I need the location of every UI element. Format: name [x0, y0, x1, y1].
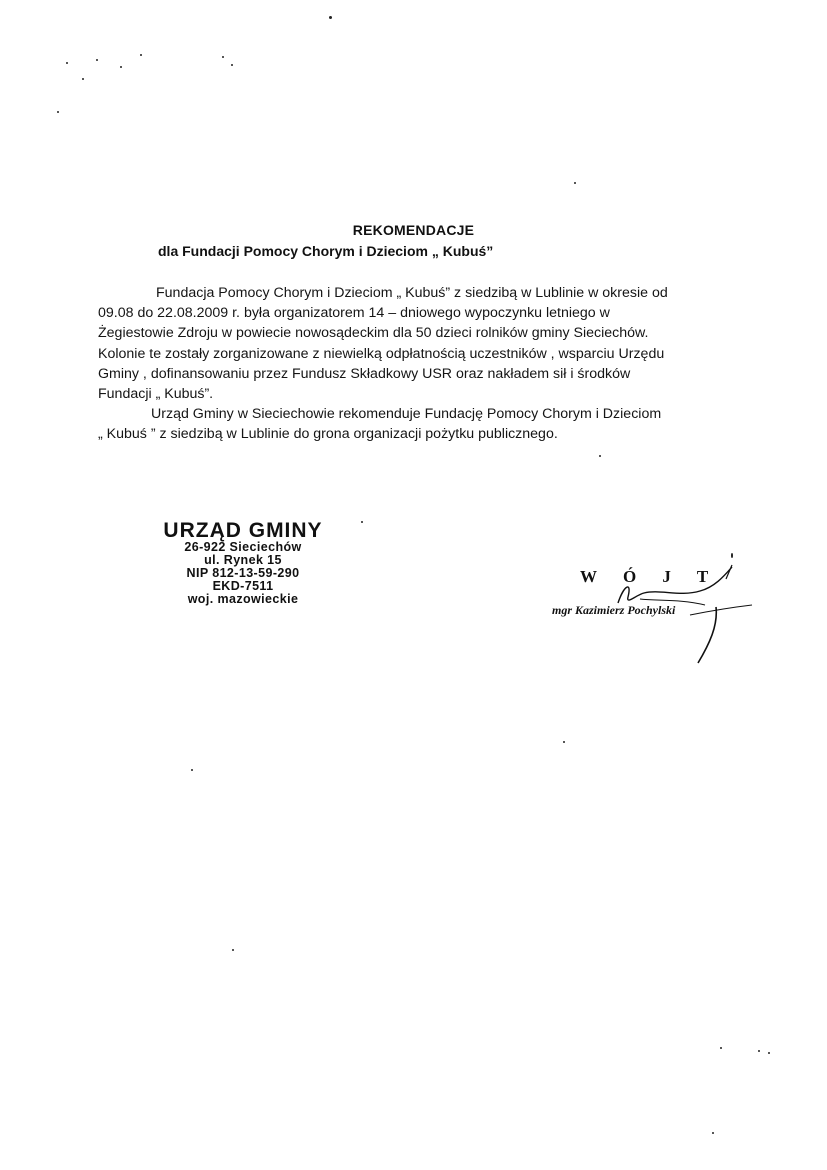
- stamp-line: 26-922 Sieciechów: [184, 540, 302, 554]
- scan-speck: [66, 62, 68, 64]
- stamp-line: woj. mazowieckie: [187, 592, 299, 606]
- scan-speck: [720, 1047, 722, 1049]
- scan-speck: [712, 1132, 714, 1134]
- scan-speck: [361, 521, 363, 523]
- scan-speck: [563, 741, 565, 743]
- scan-speck: [57, 111, 59, 113]
- body-line: Fundacji „ Kubuś”.: [98, 386, 214, 403]
- body-line: Kolonie te zostały zorganizowane z niewielką odpłatnością uczestników , wsparciu Urzędu: [98, 345, 665, 362]
- body-line: 09.08 do 22.08.2009 r. była organizatorem 14 – dniowego wypoczynku letniego w: [98, 305, 610, 322]
- scan-speck: [758, 1050, 760, 1052]
- body-line: Żegiestowie Zdroju w powiecie nowosądeckim dla 50 dzieci rolników gminy Sieciechów.: [98, 325, 649, 342]
- signature-role: W Ó J T: [580, 567, 720, 586]
- stamp-heading: URZĄD GMINY: [163, 519, 323, 542]
- office-stamp: [148, 520, 338, 606]
- scan-speck: [329, 16, 332, 19]
- signature-block: [540, 545, 770, 675]
- scan-speck: [120, 66, 122, 68]
- body-line: Gminy , dofinansowaniu przez Fundusz Składkowy USR oraz nakładem sił i środków: [98, 365, 631, 382]
- letter-body: [98, 283, 718, 445]
- body-line: Fundacja Pomocy Chorym i Dzieciom „ Kubuś” z siedzibą w Lublinie w okresie od: [156, 285, 668, 301]
- scan-speck: [96, 59, 98, 61]
- body-line: „ Kubuś ” z siedzibą w Lublinie do grona organizacji pożytku publicznego.: [98, 426, 558, 443]
- scan-speck: [599, 455, 601, 457]
- document-title: REKOMENDACJE: [352, 222, 475, 238]
- scan-speck: [222, 56, 224, 58]
- scan-speck: [232, 949, 234, 951]
- stamp-line: EKD-7511: [212, 579, 274, 593]
- stamp-line: ul. Rynek 15: [204, 553, 282, 567]
- scan-speck: [191, 769, 193, 771]
- document-subtitle: dla Fundacji Pomocy Chorym i Dzieciom „ Kubuś”: [158, 243, 494, 259]
- body-line: Urząd Gminy w Sieciechowie rekomenduje Fundację Pomocy Chorym i Dzieciom: [151, 406, 662, 423]
- scan-speck: [574, 182, 576, 184]
- scan-speck: [140, 54, 142, 56]
- scan-speck: [231, 64, 233, 66]
- scan-speck: [82, 78, 84, 80]
- scan-speck: [768, 1052, 770, 1054]
- handwritten-signature: [540, 545, 770, 675]
- signature-name: mgr Kazimierz Pochylski: [552, 603, 676, 617]
- stamp-line: NIP 812-13-59-290: [186, 566, 300, 580]
